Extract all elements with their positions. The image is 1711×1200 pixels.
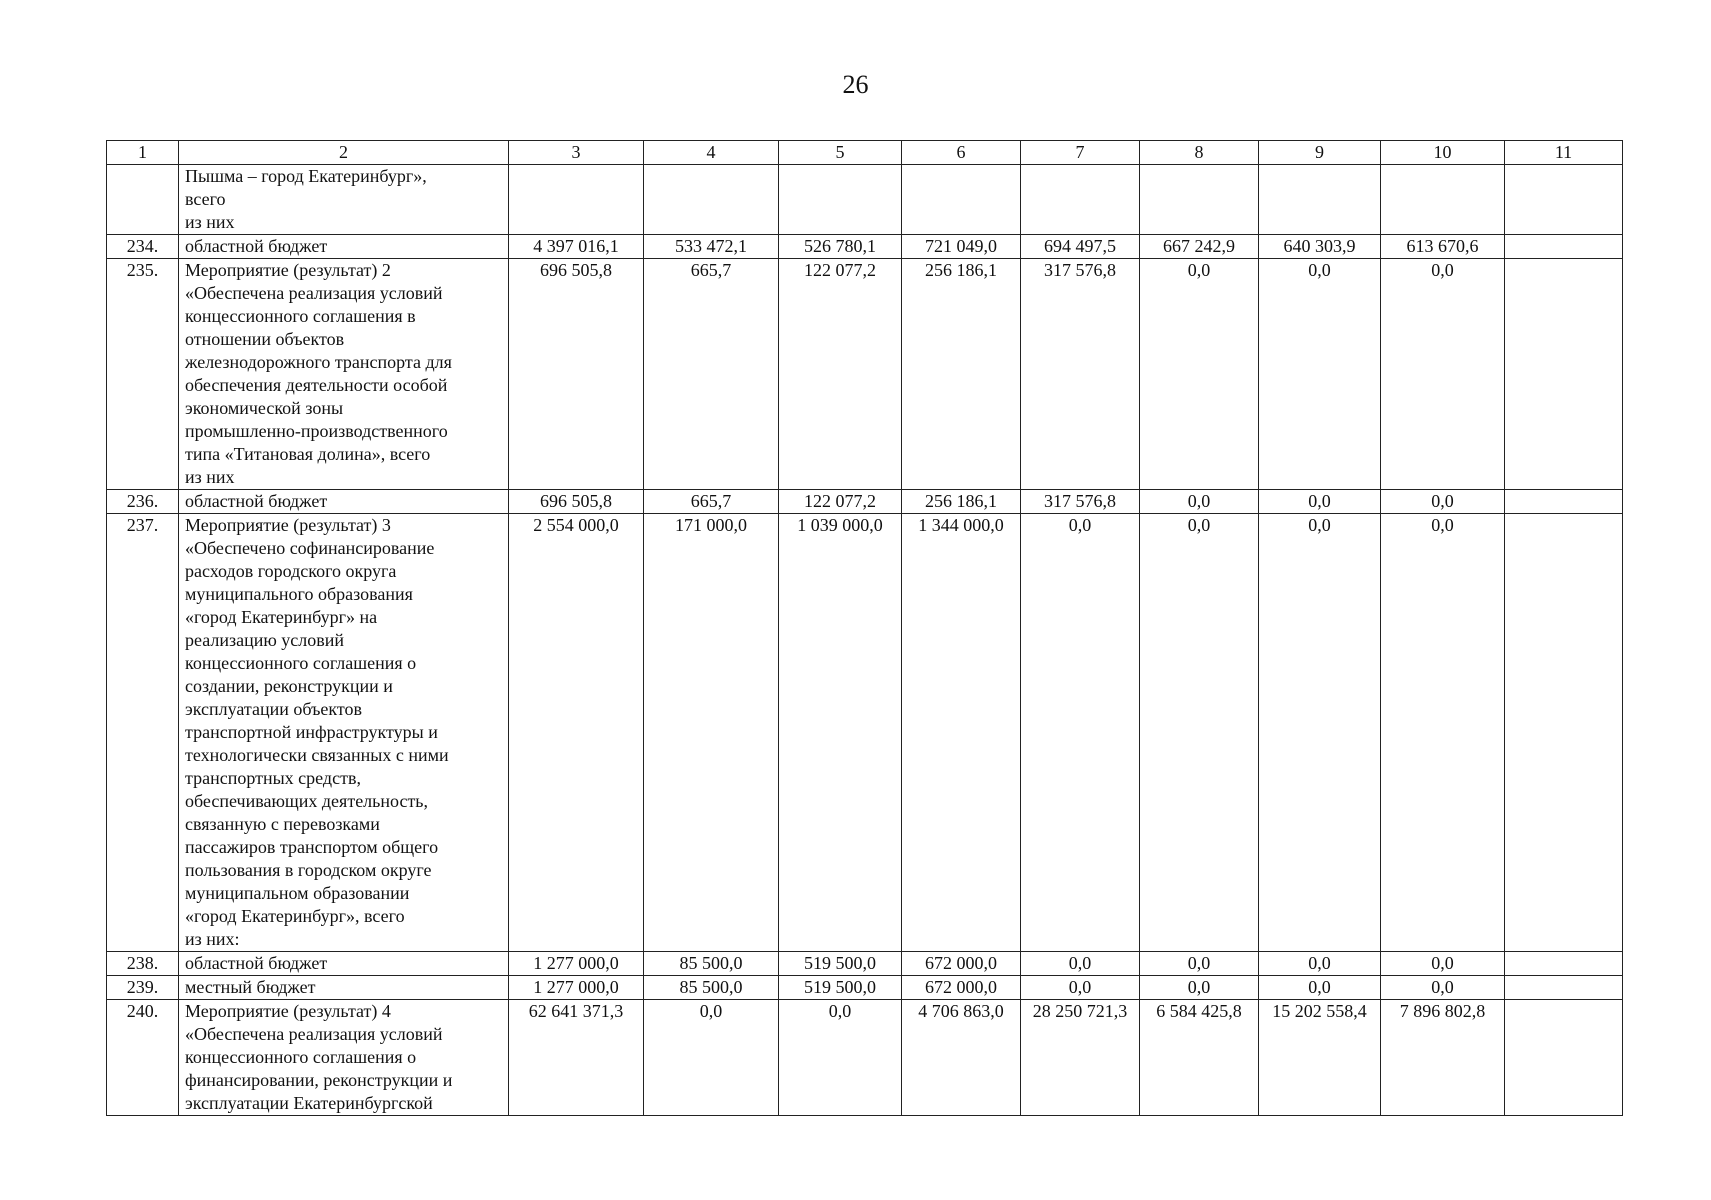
description-line: обеспечения деятельности особой xyxy=(185,375,448,395)
description-line: концессионного соглашения о xyxy=(185,1047,417,1067)
description-line: транспортных средств, xyxy=(185,768,361,788)
value-cell: 256 186,1 xyxy=(902,259,1021,490)
value-cell: 672 000,0 xyxy=(902,976,1021,1000)
value-cell: 526 780,1 xyxy=(779,235,902,259)
description-line: финансировании, реконструкции и xyxy=(185,1070,453,1090)
value-cell: 667 242,9 xyxy=(1140,235,1259,259)
table-row xyxy=(107,514,1623,952)
description-line: промышленно-производственного xyxy=(185,421,448,441)
value-cell: 0,0 xyxy=(1021,952,1140,976)
value-cell xyxy=(1505,490,1623,514)
value-cell: 0,0 xyxy=(1140,976,1259,1000)
value-cell: 0,0 xyxy=(1259,514,1381,952)
row-number: 236. xyxy=(107,490,179,514)
description-line: экономической зоны xyxy=(185,398,344,418)
description-line: из них xyxy=(185,212,235,232)
value-cell: 85 500,0 xyxy=(644,976,779,1000)
description-line: пользования в городском округе xyxy=(185,860,432,880)
value-cell: 665,7 xyxy=(644,259,779,490)
description-line: технологически связанных с ними xyxy=(185,745,449,765)
description-line: Пышма – город Екатеринбург», xyxy=(185,166,427,186)
table-row xyxy=(107,976,1623,1000)
value-cell: 0,0 xyxy=(1381,259,1505,490)
budget-table xyxy=(106,140,1623,1116)
description-line: Мероприятие (результат) 2 xyxy=(185,260,391,280)
table-row xyxy=(107,165,1623,235)
value-cell: 0,0 xyxy=(1259,259,1381,490)
description-line: «город Екатеринбург» на xyxy=(185,607,378,627)
value-cell xyxy=(1140,165,1259,235)
value-cell: 519 500,0 xyxy=(779,952,902,976)
value-cell: 640 303,9 xyxy=(1259,235,1381,259)
value-cell: 28 250 721,3 xyxy=(1021,1000,1140,1116)
value-cell xyxy=(644,165,779,235)
value-cell: 0,0 xyxy=(1381,514,1505,952)
value-cell xyxy=(1505,259,1623,490)
description-line: эксплуатации объектов xyxy=(185,699,363,719)
description-line: расходов городского округа xyxy=(185,561,397,581)
row-number: 235. xyxy=(107,259,179,490)
value-cell: 0,0 xyxy=(1021,976,1140,1000)
row-description xyxy=(179,1000,509,1116)
value-cell: 0,0 xyxy=(1140,952,1259,976)
value-cell: 171 000,0 xyxy=(644,514,779,952)
description-line: «Обеспечено софинансирование xyxy=(185,538,435,558)
description-line: «Обеспечена реализация условий xyxy=(185,283,443,303)
value-cell: 0,0 xyxy=(1259,952,1381,976)
value-cell: 0,0 xyxy=(1381,976,1505,1000)
row-description xyxy=(179,976,509,1000)
column-number-row xyxy=(107,141,1623,165)
row-description xyxy=(179,165,509,235)
description-line: областной бюджет xyxy=(185,491,328,511)
row-number: 234. xyxy=(107,235,179,259)
row-description xyxy=(179,952,509,976)
column-header: 11 xyxy=(1505,141,1623,165)
value-cell xyxy=(1505,235,1623,259)
row-description xyxy=(179,259,509,490)
value-cell: 721 049,0 xyxy=(902,235,1021,259)
description-line: транспортной инфраструктуры и xyxy=(185,722,438,742)
row-number: 240. xyxy=(107,1000,179,1116)
value-cell: 0,0 xyxy=(779,1000,902,1116)
value-cell: 2 554 000,0 xyxy=(509,514,644,952)
value-cell xyxy=(902,165,1021,235)
column-header: 4 xyxy=(644,141,779,165)
value-cell xyxy=(1505,165,1623,235)
value-cell: 696 505,8 xyxy=(509,259,644,490)
value-cell: 694 497,5 xyxy=(1021,235,1140,259)
description-line: Мероприятие (результат) 3 xyxy=(185,515,391,535)
column-header: 8 xyxy=(1140,141,1259,165)
page-number: 26 xyxy=(842,70,869,99)
value-cell: 0,0 xyxy=(1259,976,1381,1000)
description-line: железнодорожного транспорта для xyxy=(185,352,452,372)
value-cell: 0,0 xyxy=(1021,514,1140,952)
description-line: отношении объектов xyxy=(185,329,345,349)
value-cell: 1 344 000,0 xyxy=(902,514,1021,952)
value-cell: 62 641 371,3 xyxy=(509,1000,644,1116)
value-cell: 613 670,6 xyxy=(1381,235,1505,259)
description-line: муниципальном образовании xyxy=(185,883,410,903)
description-line: «город Екатеринбург», всего xyxy=(185,906,405,926)
table-row xyxy=(107,490,1623,514)
column-header: 5 xyxy=(779,141,902,165)
value-cell: 0,0 xyxy=(1140,490,1259,514)
value-cell: 533 472,1 xyxy=(644,235,779,259)
value-cell xyxy=(509,165,644,235)
value-cell: 0,0 xyxy=(1259,490,1381,514)
value-cell: 6 584 425,8 xyxy=(1140,1000,1259,1116)
value-cell xyxy=(779,165,902,235)
value-cell: 256 186,1 xyxy=(902,490,1021,514)
value-cell: 0,0 xyxy=(1381,490,1505,514)
row-description xyxy=(179,235,509,259)
description-line: концессионного соглашения о xyxy=(185,653,417,673)
value-cell: 0,0 xyxy=(1140,514,1259,952)
value-cell xyxy=(1505,976,1623,1000)
value-cell: 122 077,2 xyxy=(779,259,902,490)
value-cell: 317 576,8 xyxy=(1021,490,1140,514)
description-line: эксплуатации Екатеринбургской xyxy=(185,1093,433,1113)
value-cell: 4 706 863,0 xyxy=(902,1000,1021,1116)
column-header: 7 xyxy=(1021,141,1140,165)
value-cell: 122 077,2 xyxy=(779,490,902,514)
value-cell: 1 277 000,0 xyxy=(509,976,644,1000)
description-line: «Обеспечена реализация условий xyxy=(185,1024,443,1044)
row-description xyxy=(179,514,509,952)
value-cell xyxy=(1021,165,1140,235)
table-row xyxy=(107,235,1623,259)
value-cell xyxy=(1381,165,1505,235)
description-line: местный бюджет xyxy=(185,977,316,997)
description-line: из них xyxy=(185,467,235,487)
row-number: 238. xyxy=(107,952,179,976)
column-header: 1 xyxy=(107,141,179,165)
description-line: типа «Титановая долина», всего xyxy=(185,444,431,464)
description-line: из них: xyxy=(185,929,240,949)
value-cell: 1 039 000,0 xyxy=(779,514,902,952)
column-header: 10 xyxy=(1381,141,1505,165)
column-header: 9 xyxy=(1259,141,1381,165)
row-number: 239. xyxy=(107,976,179,1000)
description-line: связанную с перевозками xyxy=(185,814,380,834)
row-number: 237. xyxy=(107,514,179,952)
value-cell xyxy=(1505,1000,1623,1116)
description-line: концессионного соглашения в xyxy=(185,306,416,326)
description-line: обеспечивающих деятельность, xyxy=(185,791,429,811)
column-header: 6 xyxy=(902,141,1021,165)
value-cell xyxy=(1505,952,1623,976)
value-cell: 15 202 558,4 xyxy=(1259,1000,1381,1116)
description-line: Мероприятие (результат) 4 xyxy=(185,1001,391,1021)
column-header: 2 xyxy=(179,141,509,165)
description-line: всего xyxy=(185,189,226,209)
value-cell: 7 896 802,8 xyxy=(1381,1000,1505,1116)
value-cell: 0,0 xyxy=(1140,259,1259,490)
value-cell: 1 277 000,0 xyxy=(509,952,644,976)
description-line: создании, реконструкции и xyxy=(185,676,393,696)
value-cell: 85 500,0 xyxy=(644,952,779,976)
row-description xyxy=(179,490,509,514)
value-cell xyxy=(1259,165,1381,235)
value-cell: 672 000,0 xyxy=(902,952,1021,976)
value-cell: 4 397 016,1 xyxy=(509,235,644,259)
description-line: областной бюджет xyxy=(185,953,328,973)
value-cell xyxy=(1505,514,1623,952)
description-line: пассажиров транспортом общего xyxy=(185,837,439,857)
value-cell: 0,0 xyxy=(1381,952,1505,976)
description-line: муниципального образования xyxy=(185,584,413,604)
column-header: 3 xyxy=(509,141,644,165)
description-line: областной бюджет xyxy=(185,236,328,256)
value-cell: 696 505,8 xyxy=(509,490,644,514)
description-line: реализацию условий xyxy=(185,630,345,650)
value-cell: 519 500,0 xyxy=(779,976,902,1000)
table-row xyxy=(107,1000,1623,1116)
row-number xyxy=(107,165,179,235)
table-row xyxy=(107,952,1623,976)
value-cell: 317 576,8 xyxy=(1021,259,1140,490)
table-row xyxy=(107,259,1623,490)
value-cell: 665,7 xyxy=(644,490,779,514)
value-cell: 0,0 xyxy=(644,1000,779,1116)
